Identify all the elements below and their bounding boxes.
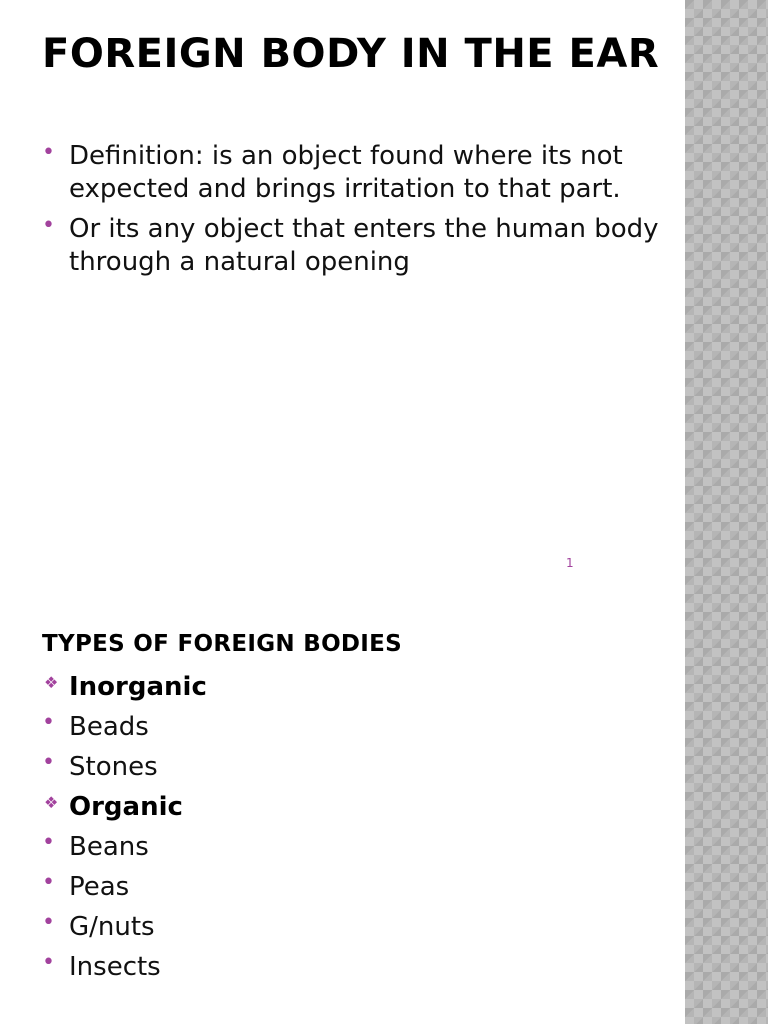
item-text: Inorganic [69,672,207,702]
slide-divider [0,575,685,576]
decorative-sidebar [685,0,768,1024]
list-item [42,213,672,279]
list-item [42,790,662,830]
dot-bullet-icon: • [42,710,55,735]
types-list [42,670,662,990]
page-number: 1 [566,556,574,570]
dot-bullet-icon: • [42,870,55,895]
dot-bullet-icon: • [42,910,55,935]
bullet-text: Or its any object that enters the human body through a natural opening [69,214,659,277]
list-item [42,950,662,990]
diamond-bullet-icon: ❖ [44,673,59,692]
list-item [42,670,662,710]
dot-bullet-icon: • [42,750,55,775]
item-text: Beans [69,832,149,862]
list-item [42,870,662,910]
item-text: Organic [69,792,183,822]
dot-bullet-icon: • [42,950,55,975]
item-text: Beads [69,712,149,742]
item-text: Stones [69,752,158,782]
section-title: TYPES OF FOREIGN BODIES [42,631,403,657]
definition-list [42,140,672,286]
item-text: G/nuts [69,912,155,942]
list-item [42,710,662,750]
list-item [42,830,662,870]
list-item [42,910,662,950]
dot-bullet-icon: • [42,140,55,165]
dot-bullet-icon: • [42,830,55,855]
diamond-bullet-icon: ❖ [44,793,59,812]
slide-title: FOREIGN BODY IN THE EAR [42,31,660,77]
bullet-text: Definition: is an object found where its not expected and brings irritation to that part. [69,141,623,204]
item-text: Peas [69,872,130,902]
item-text: Insects [69,952,161,982]
list-item [42,140,672,206]
dot-bullet-icon: • [42,213,55,238]
list-item [42,750,662,790]
